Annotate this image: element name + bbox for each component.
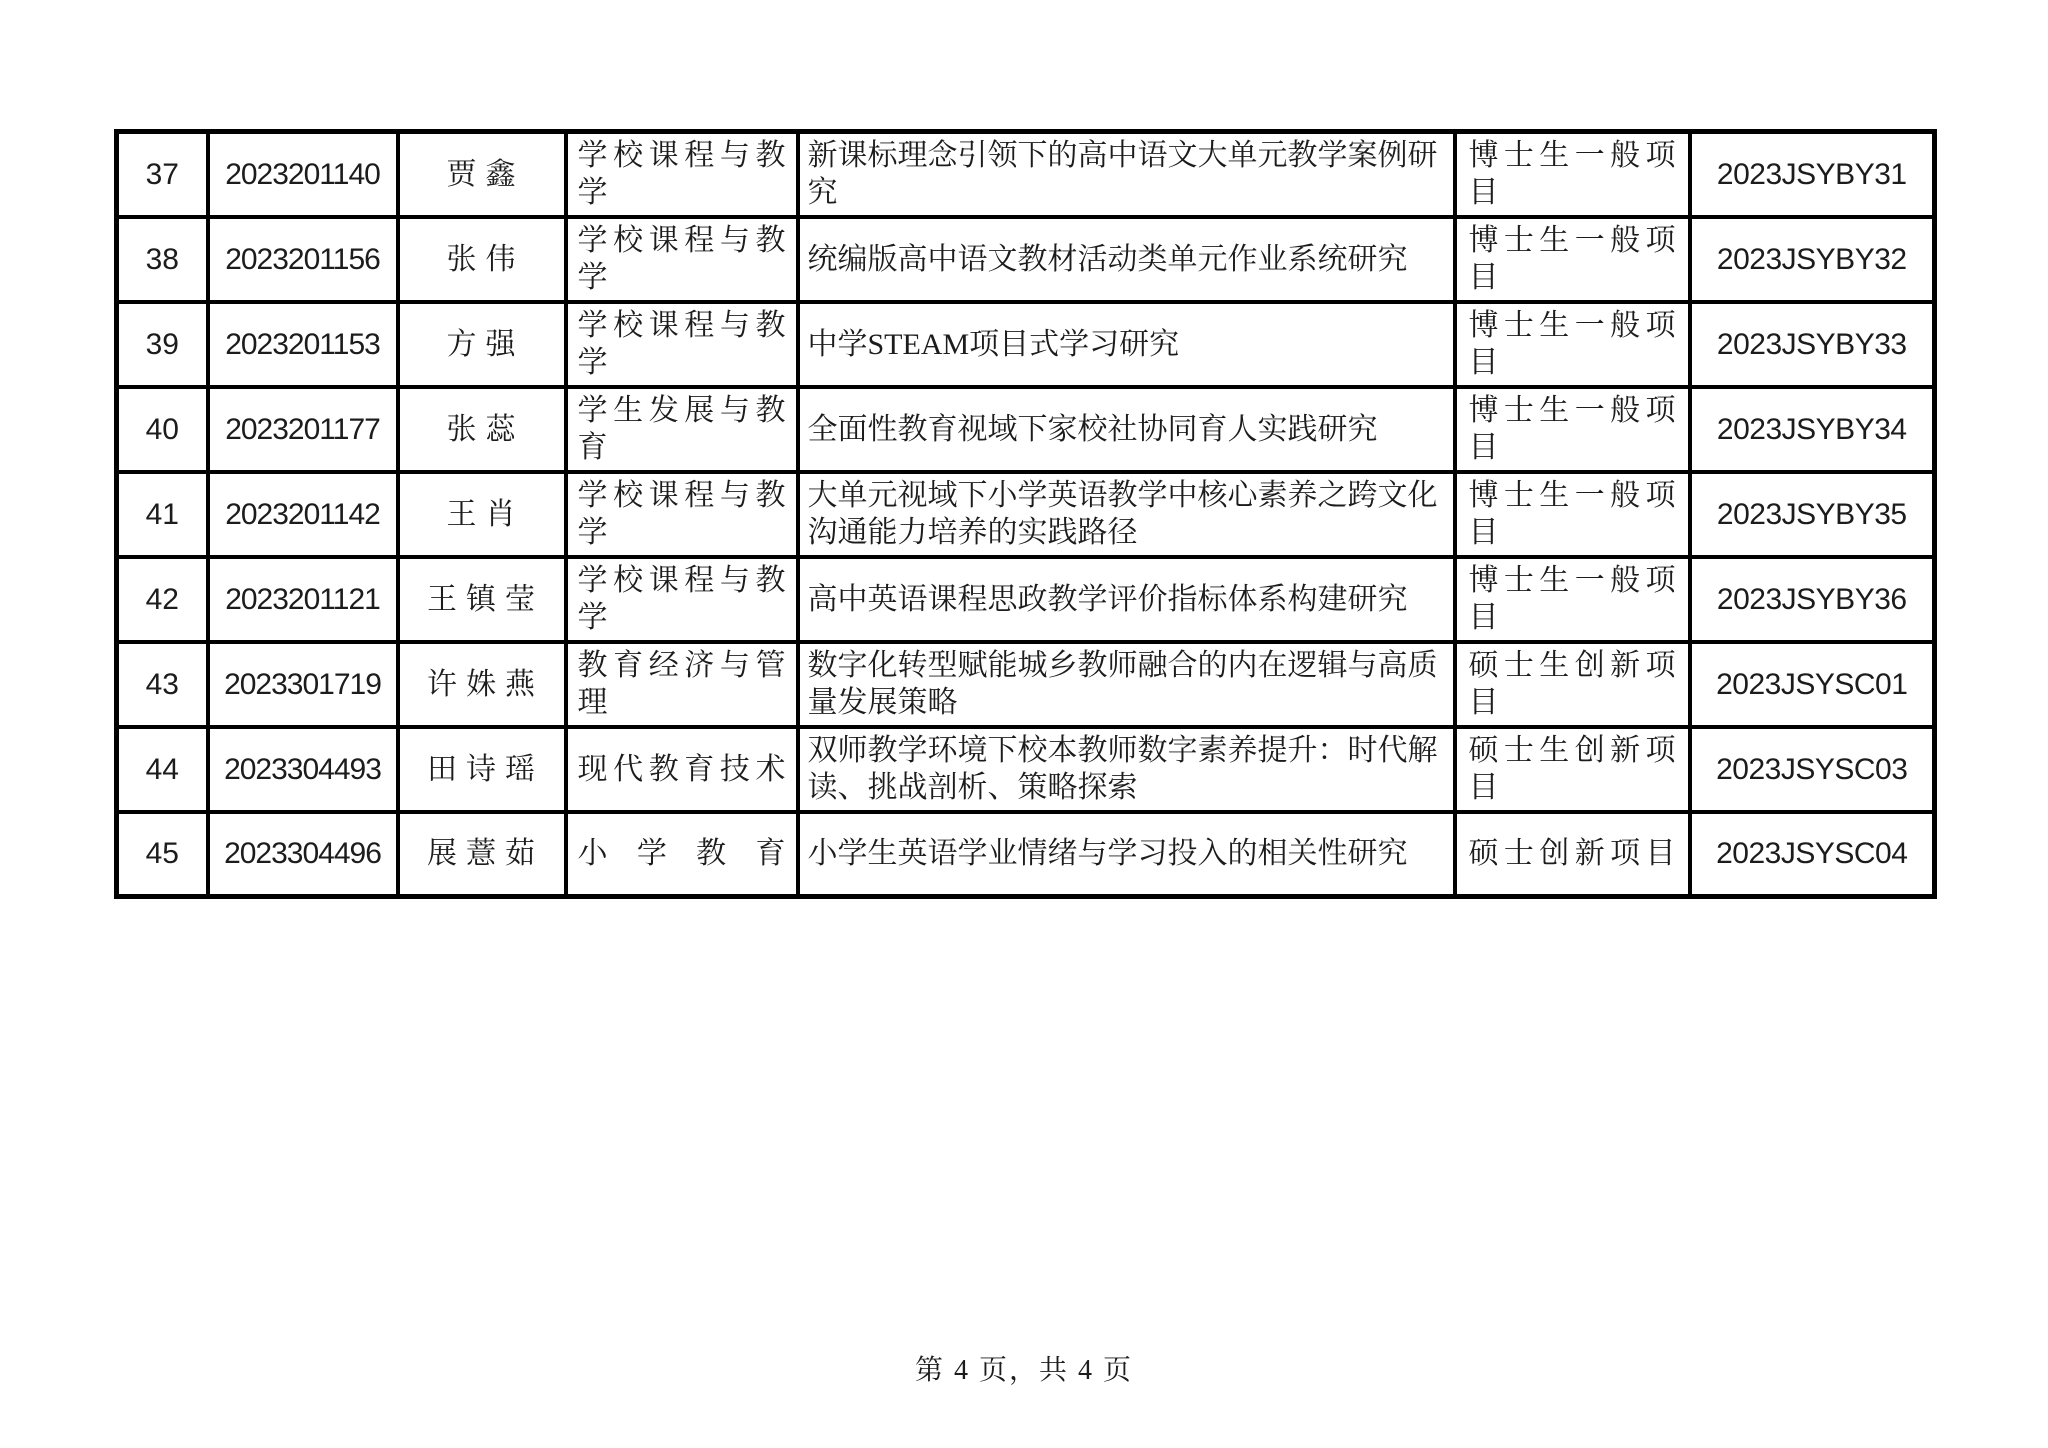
row-number-cell: 43 [117,642,208,727]
name-cell: 张蕊 [398,387,566,472]
project-title-cell: 双师教学环境下校本教师数字素养提升：时代解读、挑战剖析、策略探索 [798,727,1455,812]
student-id-cell: 2023201156 [208,217,398,302]
name-cell: 方强 [398,302,566,387]
project-title-cell: 小学生英语学业情绪与学习投入的相关性研究 [798,812,1455,897]
project-code-cell: 2023JSYSC04 [1690,812,1935,897]
student-id-cell: 2023304493 [208,727,398,812]
major-cell: 学校课程与教学 [566,557,798,642]
name-cell: 贾鑫 [398,132,566,217]
table-row [117,387,1935,472]
project-title-cell: 高中英语课程思政教学评价指标体系构建研究 [798,557,1455,642]
project-code-cell: 2023JSYSC03 [1690,727,1935,812]
row-number-cell: 40 [117,387,208,472]
project-title-cell: 数字化转型赋能城乡教师融合的内在逻辑与高质量发展策略 [798,642,1455,727]
row-number-cell: 45 [117,812,208,897]
row-number-cell: 42 [117,557,208,642]
student-id-cell: 2023201140 [208,132,398,217]
student-id-cell: 2023201142 [208,472,398,557]
table-row [117,557,1935,642]
student-id-cell: 2023301719 [208,642,398,727]
project-code-cell: 2023JSYBY32 [1690,217,1935,302]
project-title-cell: 统编版高中语文教材活动类单元作业系统研究 [798,217,1455,302]
project-title-cell: 大单元视域下小学英语教学中核心素养之跨文化沟通能力培养的实践路径 [798,472,1455,557]
row-number-cell: 44 [117,727,208,812]
major-cell: 学校课程与教学 [566,302,798,387]
project-type-cell: 硕士创新项目 [1455,812,1690,897]
project-code-cell: 2023JSYSC01 [1690,642,1935,727]
major-cell: 学校课程与教学 [566,217,798,302]
table-row [117,302,1935,387]
row-number-cell: 39 [117,302,208,387]
name-cell: 王镇莹 [398,557,566,642]
student-id-cell: 2023201177 [208,387,398,472]
page-footer: 第 4 页，共 4 页 [914,1355,1133,1386]
project-type-cell: 硕士生创新项目 [1455,727,1690,812]
name-cell: 王肖 [398,472,566,557]
project-type-cell: 博士生一般项目 [1455,557,1690,642]
project-code-cell: 2023JSYBY34 [1690,387,1935,472]
project-title-cell: 中学STEAM项目式学习研究 [798,302,1455,387]
name-cell: 田诗瑶 [398,727,566,812]
table-row [117,132,1935,217]
table-row [117,812,1935,897]
major-cell: 现代教育技术 [566,727,798,812]
name-cell: 许姝燕 [398,642,566,727]
project-code-cell: 2023JSYBY36 [1690,557,1935,642]
project-title-cell: 全面性教育视域下家校社协同育人实践研究 [798,387,1455,472]
project-code-cell: 2023JSYBY35 [1690,472,1935,557]
student-id-cell: 2023201153 [208,302,398,387]
table-row [117,642,1935,727]
major-cell: 学校课程与教学 [566,472,798,557]
row-number-cell: 41 [117,472,208,557]
project-type-cell: 博士生一般项目 [1455,472,1690,557]
project-type-cell: 博士生一般项目 [1455,217,1690,302]
project-type-cell: 博士生一般项目 [1455,302,1690,387]
student-id-cell: 2023201121 [208,557,398,642]
major-cell: 学生发展与教育 [566,387,798,472]
student-id-cell: 2023304496 [208,812,398,897]
project-type-cell: 博士生一般项目 [1455,132,1690,217]
project-type-cell: 博士生一般项目 [1455,387,1690,472]
table-row [117,472,1935,557]
row-number-cell: 38 [117,217,208,302]
projects-table [114,129,1937,899]
project-type-cell: 硕士生创新项目 [1455,642,1690,727]
major-cell: 小学教育 [566,812,798,897]
project-title-cell: 新课标理念引领下的高中语文大单元教学案例研究 [798,132,1455,217]
project-code-cell: 2023JSYBY31 [1690,132,1935,217]
table-row [117,727,1935,812]
major-cell: 学校课程与教学 [566,132,798,217]
name-cell: 展薏茹 [398,812,566,897]
row-number-cell: 37 [117,132,208,217]
major-cell: 教育经济与管理 [566,642,798,727]
project-code-cell: 2023JSYBY33 [1690,302,1935,387]
table-row [117,217,1935,302]
name-cell: 张伟 [398,217,566,302]
